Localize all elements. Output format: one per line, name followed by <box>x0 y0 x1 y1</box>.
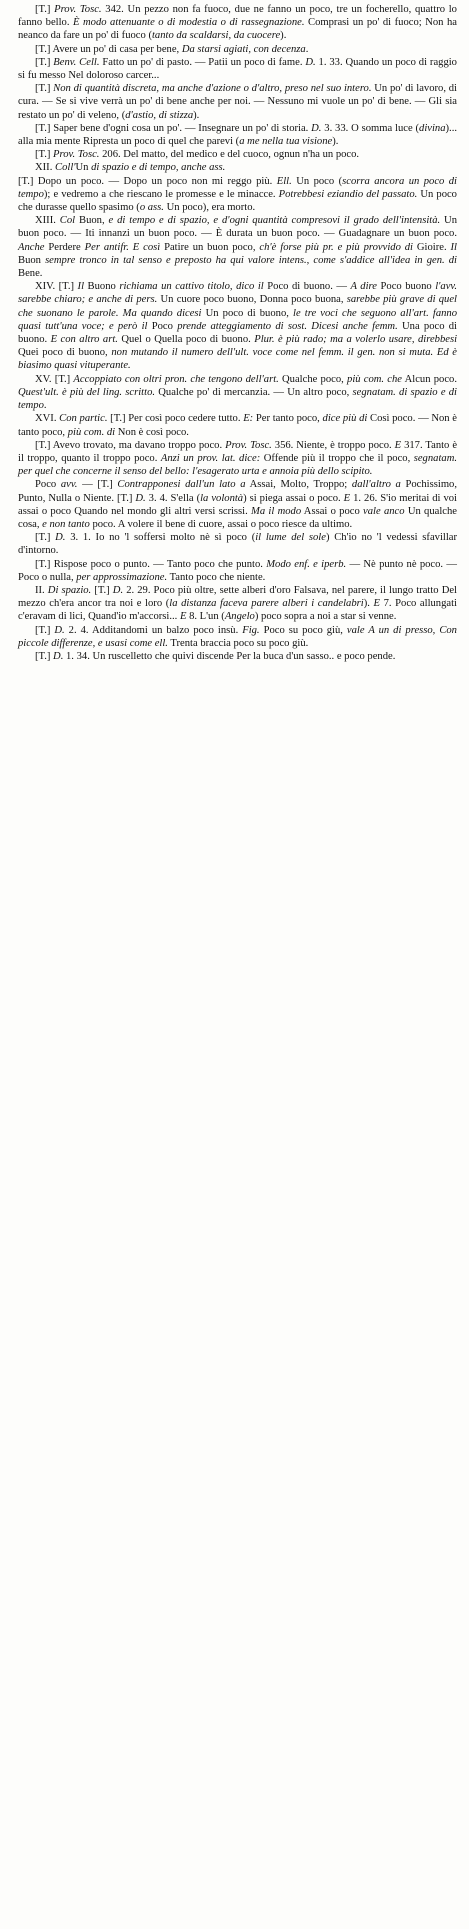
text-run: Trenta braccia poco su poco giù. <box>167 637 309 649</box>
italic-text: e di tempo e di spazio, e d'ogni quantità compresovi il grado dell'intensità. <box>108 215 441 227</box>
text-run: XII. <box>35 162 56 174</box>
italic-text: l'avv. sarebbe chiaro; e anche di pers. <box>18 281 457 306</box>
text-run: [T.] Avevo trovato, ma davano troppo poco. <box>35 439 226 451</box>
text-run: 3. 1. Io no 'l soffersi molto nè sì poco ( <box>65 532 256 544</box>
italic-text: tanto da scaldarsi, da cuocere <box>151 30 281 42</box>
text-run: [T.] <box>35 650 54 662</box>
italic-text: di spazio e di tempo, anche ass. <box>88 162 226 174</box>
text-run: Assai, Molto, Troppo; <box>245 479 352 491</box>
italic-text: D. <box>311 122 322 134</box>
italic-text: non mutando il numero dell'ult. voce come nel femm. il gen. non si muta. Ed è biasimo quasi vituperante. <box>18 347 458 372</box>
italic-text: dice più di <box>322 413 368 425</box>
text-run: Un qualche cosa, <box>18 505 457 530</box>
text-run: ) Ch'io no 'l vedessi sfavillar d'intorno. <box>18 532 458 557</box>
italic-text: il lume del sole <box>255 532 326 544</box>
italic-text: per approssimazione. <box>76 571 168 583</box>
text-run: Buono <box>84 281 120 293</box>
italic-text: prende atteggiamento di sost. Dicesi anche femm. <box>177 320 398 332</box>
text-run: )... alla mia mente Ripresta un poco di quel che parevi ( <box>18 122 457 148</box>
italic-text: Il <box>450 241 458 253</box>
text-run: Gioire. <box>413 241 451 253</box>
text-run: [T.] <box>35 83 54 95</box>
text-run: 3. 4. S'ella ( <box>145 492 201 504</box>
text-run: 356. Niente, è troppo poco. <box>271 439 395 451</box>
text-run: XVI. <box>35 413 60 425</box>
italic-text: a me nella tua visione <box>239 136 333 148</box>
entry-paragraph <box>18 624 457 650</box>
italic-text: scorra ancora un poco di tempo <box>18 175 457 200</box>
text-run: ) poco sopra a noi a star si venne. <box>254 611 397 623</box>
text-run: 1. 33. Quando un poco di raggio si fu messo Nel doloroso carcer... <box>18 56 457 82</box>
text-run: Un poco che durasse quello spasimo ( <box>18 188 457 214</box>
text-run: [T.] Rispose poco o punto. — Tanto poco che punto. <box>35 558 267 570</box>
italic-text: sempre tronco in tal senso e preposto ha qui valore intens., come s'addice all'idea in gen. di <box>45 254 457 266</box>
entry-paragraph <box>18 478 457 531</box>
italic-text: ch'è forse più pr. e più provvido di <box>259 241 414 253</box>
text-run: 342. Un pezzo non fa fuoco, due ne fanno un poco, tre un focherello, quattro lo fanno bello. <box>18 4 457 29</box>
text-run: Qualche po' di mercanzia. — Un altro poco, <box>155 386 353 398</box>
italic-text: Prov. Tosc. <box>54 4 102 15</box>
text-run: 7. Poco allungati c'eravam di lici, Quand'io m'accorsi... <box>18 598 457 623</box>
entry-paragraph <box>18 214 457 280</box>
italic-text: Anzi un prov. lat. dice: <box>160 452 261 464</box>
text-run: Poco <box>147 320 178 332</box>
italic-text: E: <box>243 413 254 425</box>
entry-paragraph <box>18 3 457 43</box>
text-run: [T.] <box>35 532 56 544</box>
italic-text: Angelo <box>224 611 255 623</box>
text-run: ); e vedremo a che riescano le promesse e le minacce. <box>43 188 279 200</box>
text-run: [T.] Saper bene d'ogni cosa un po'. — Insegnare un po' di storia. <box>35 122 312 134</box>
entry-paragraph <box>18 175 457 215</box>
text-run: Per tanto poco, <box>253 413 323 425</box>
italic-text: E con altro art. <box>50 334 118 346</box>
italic-text: Modo enf. e iperb. <box>266 558 347 570</box>
text-run: Patire un buon poco, <box>160 241 260 253</box>
italic-text: E <box>373 598 380 610</box>
italic-text: la volontà <box>200 492 244 504</box>
entry-paragraph <box>18 82 457 122</box>
text-run: Quel o Quella poco di buono. <box>117 334 255 346</box>
entry-paragraph <box>18 584 457 624</box>
text-run: [T.] <box>91 584 113 596</box>
italic-text: e non tanto <box>42 518 90 530</box>
italic-text: Prov. Tosc. <box>225 439 272 451</box>
italic-text: o ass. <box>139 202 164 214</box>
italic-text: Per antifr. E così <box>84 241 161 253</box>
text-run: . <box>305 43 309 55</box>
italic-text: Fig. <box>242 624 260 636</box>
italic-text: D. <box>55 532 66 544</box>
italic-text: E <box>179 611 187 623</box>
text-run: [T.] <box>35 56 54 68</box>
italic-text: Da starsi agiati, con decenza <box>181 43 306 55</box>
italic-text: Accoppiato con oltri pron. che tengono dell'art. <box>73 373 279 385</box>
italic-text: Ell. <box>276 175 292 187</box>
italic-text: dall'altro a <box>351 479 401 491</box>
text-run: 8. L'un ( <box>186 611 225 623</box>
italic-text: D. <box>135 492 146 504</box>
entry-paragraph <box>18 56 457 82</box>
italic-text: sarebbe più grave di quel che suonano le parole. Ma quando dicesi <box>18 294 457 319</box>
text-run: Bene. <box>18 268 43 280</box>
text-run: Poco di buono. — <box>263 281 351 293</box>
text-run: Un po' di lavoro, di cura. — Se si vive verrà un po' di bene anche per noi. — Nessuno mi vuole un po' di bene. — Gli sia restato un po' di veleno, ( <box>18 83 457 121</box>
text-run: 1. 34. Un ruscelletto che quivi discende Per la buca d'un sasso.. e poco pende. <box>63 650 396 662</box>
text-run: ). <box>363 598 374 610</box>
entry-paragraph <box>18 280 457 372</box>
text-run: Alcun poco. <box>402 373 457 385</box>
entry-paragraph <box>18 558 457 584</box>
entry-paragraph <box>18 122 457 148</box>
text-run: Buon <box>18 254 46 266</box>
italic-text: segnatam. per quel che concerne il senso del bello: l'esagerato urta e annoia più dello scipito. <box>18 452 457 478</box>
text-run: Un poco), era morto. <box>163 202 256 214</box>
text-run: — [T.] <box>77 479 118 491</box>
italic-text: E <box>394 439 402 451</box>
text-run: Una poco di buono. <box>18 320 457 346</box>
text-run: XV. [T.] <box>35 373 74 385</box>
text-run: Qualche poco, <box>278 373 348 385</box>
text-run: [T.] <box>35 624 55 636</box>
italic-text: Quest'ult. è più del ling. scritto. <box>18 386 156 398</box>
text-run: ) si piega assai o poco. <box>243 492 344 504</box>
italic-text: Il <box>77 281 85 293</box>
text-run: Un <box>75 162 89 174</box>
italic-text: Ma il modo <box>251 505 302 517</box>
text-run: 2. 4. Additandomi un balzo poco insù. <box>64 624 243 636</box>
text-run: Non è così poco. <box>115 426 189 438</box>
text-run: Poco su poco giù, <box>259 624 347 636</box>
italic-text: vale A un di presso, Con piccole differenze, e usasi come ell. <box>18 624 457 649</box>
text-run: poco. A volere il bene di cuore, assai o poco riesce da ultimo. <box>89 518 353 530</box>
italic-text: avv. <box>60 479 78 491</box>
entry-paragraph <box>18 373 457 413</box>
italic-text: la distanza faceva parere alberi i candelabri <box>169 598 364 610</box>
text-run: Assai o poco <box>301 505 364 517</box>
italic-text: Non di quantità discreta, ma anche d'azione o d'altro, preso nel suo intero. <box>53 83 372 95</box>
italic-text: Col <box>59 215 76 227</box>
text-run: Perdere <box>44 241 85 253</box>
text-run: 1. 26. S'io meritai di voi assai o poco Quando nel mondo gli altri versi scrissi. <box>18 492 457 517</box>
entry-paragraph <box>18 161 457 174</box>
italic-text: più com. che <box>347 373 402 385</box>
italic-text: Prov. Tosc. <box>53 149 100 161</box>
text-run: 206. Del matto, del medico e del cuoco, ognun n'ha un poco. <box>99 149 360 161</box>
italic-text: Di spazio. <box>47 584 92 596</box>
text-run: 317. Tanto è il troppo, quanto il troppo poco. <box>18 439 458 464</box>
text-run: [T.] Per così poco cedere tutto. <box>107 413 244 425</box>
text-run: Così poco. — Non è tanto poco, <box>18 413 457 438</box>
italic-text: È modo attenuante o di modestia o di rassegnazione. <box>73 17 305 29</box>
entry-paragraph <box>18 531 457 557</box>
text-run: [T.] <box>35 4 55 15</box>
entry-paragraph <box>18 439 457 479</box>
entry-paragraph <box>18 412 457 438</box>
italic-text: Con partic. <box>59 413 108 425</box>
text-run: Buon, <box>75 215 109 227</box>
italic-text: E <box>343 492 351 504</box>
italic-text: le tre voci che seguono all'art. fanno quasi tutt'una voce; e però il <box>18 307 458 332</box>
italic-text: vale anco <box>363 505 405 517</box>
text-run: Tanto poco che niente. <box>167 571 266 583</box>
italic-text: d'astio, di stizza <box>125 109 194 121</box>
text-run: Un cuore poco buono, Donna poco buona, <box>157 294 347 306</box>
italic-text: Potrebbesi eziandio del passato. <box>278 188 418 200</box>
text-run: Poco <box>35 479 61 491</box>
entry-paragraph <box>18 148 457 161</box>
text-run: [T.] Avere un po' di casa per bene, <box>35 43 182 55</box>
text-run: Pochissimo, Punto, Nulla o Niente. [T.] <box>18 479 457 504</box>
text-run: Fatto un po' di pasto. — Patii un poco di fame. <box>99 56 306 68</box>
italic-text: Anche <box>18 241 45 253</box>
entry-paragraph <box>18 43 457 56</box>
italic-text: divina <box>419 122 446 134</box>
text-run: Comprasi un po' di fuoco; Non ha neanco da fare un po' di fuoco ( <box>18 17 457 42</box>
italic-text: Contrapponesi dall'un lato a <box>117 479 246 491</box>
text-run: Quei poco di buono, <box>18 347 112 359</box>
text-run: II. <box>35 584 48 596</box>
text-run: — Nè punto nè poco. — Poco o nulla, <box>18 558 457 583</box>
text-run: ). <box>193 109 200 121</box>
text-run: Offende più il troppo che il poco, <box>260 452 414 464</box>
text-run: ). <box>280 30 287 42</box>
entry-paragraph <box>18 650 457 663</box>
italic-text: A dire <box>350 281 377 293</box>
italic-text: D. <box>305 56 316 68</box>
italic-text: D. <box>112 584 124 596</box>
italic-text: richiama un cattivo titolo, dico il <box>119 281 264 293</box>
italic-text: Coll' <box>55 162 76 174</box>
text-run: . <box>43 400 47 412</box>
italic-text: segnatam. di spazio e di tempo <box>18 386 458 412</box>
text-run: [T.] <box>35 149 54 161</box>
text-run: Un poco ( <box>291 175 343 187</box>
text-run: XIV. [T.] <box>35 281 78 293</box>
italic-text: D. <box>53 650 64 662</box>
italic-text: Plur. è più rado; ma a volerlo usare, direbbesi <box>254 334 458 346</box>
italic-text: più com. di <box>67 426 116 438</box>
text-run: Un poco di buono, <box>201 307 294 319</box>
text-run: 2. 29. Poco più oltre, sette alberi d'oro Falsava, nel parere, il lungo tratto Del mezzo ch'era ancor tra noi e loro ( <box>18 584 457 610</box>
text-run: XIII. <box>35 215 60 227</box>
italic-text: D. <box>54 624 65 636</box>
italic-text: Benv. Cell. <box>53 56 100 68</box>
text-run: ). <box>332 136 339 148</box>
text-run: Poco buono <box>376 281 436 293</box>
text-run: 3. 33. O somma luce ( <box>321 122 420 134</box>
text-run: [T.] Dopo un poco. — Dopo un poco non mi reggo più. <box>18 175 277 187</box>
text-run: Un buon poco. — Iti innanzi un buon poco. — È durata un buon poco. — Guadagnare un buon poco. <box>18 215 458 240</box>
